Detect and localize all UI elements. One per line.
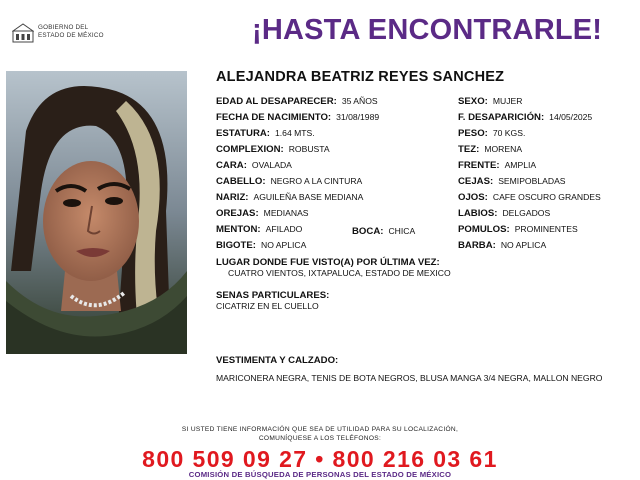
portrait-photo-icon — [6, 71, 187, 354]
gov-logo — [12, 22, 112, 44]
field-value: CAFE OSCURO GRANDES — [492, 192, 601, 202]
field-value: AMPLIA — [504, 160, 537, 170]
field-value: AFILADO — [265, 224, 303, 234]
field-value: OVALADA — [251, 160, 292, 170]
field-label: ESTATURA: — [216, 128, 271, 139]
field-label: BIGOTE: — [216, 240, 256, 251]
field-label: PESO: — [458, 128, 488, 139]
phone-separator: • — [315, 446, 325, 472]
phone-number-2[interactable]: 800 216 03 61 — [332, 446, 498, 472]
person-photo — [6, 71, 187, 354]
field-label: POMULOS: — [458, 224, 510, 235]
field-value: NO APLICA — [260, 240, 307, 250]
last-seen-value: CUATRO VIENTOS, IXTAPALUCA, ESTADO DE MEXICO — [228, 268, 451, 278]
field-menton — [216, 224, 302, 235]
field-label: LABIOS: — [458, 208, 498, 219]
field-value: MORENA — [484, 144, 523, 154]
field-value: PROMINENTES — [514, 224, 578, 234]
field-labios — [458, 208, 550, 219]
marks-value: CICATRIZ EN EL CUELLO — [216, 301, 319, 311]
gov-logo-line-1: GOBIERNO DEL — [38, 24, 89, 31]
field-label: MENTON: — [216, 224, 261, 235]
footer-commission: COMISIÓN DE BÚSQUEDA DE PERSONAS DEL ESTADO DE MÉXICO — [188, 470, 452, 479]
field-label: BOCA: — [352, 226, 384, 237]
field-nariz — [216, 192, 363, 203]
field-label: CABELLO: — [216, 176, 266, 187]
field-label: F. DESAPARICIÓN: — [458, 112, 545, 123]
field-label: NARIZ: — [216, 192, 249, 203]
field-pomulos — [458, 224, 578, 235]
field-boca — [352, 226, 415, 237]
field-label: COMPLEXION: — [216, 144, 284, 155]
field-label: OREJAS: — [216, 208, 259, 219]
gov-logo-line-2: ESTADO DE MÉXICO — [38, 31, 104, 39]
field-cara — [216, 160, 292, 171]
field-desaparicion — [458, 112, 592, 123]
field-label: TEZ: — [458, 144, 480, 155]
clothing-value: MARICONERA NEGRA, TENIS DE BOTA NEGROS, BLUSA MANGA 3/4 NEGRA, MALLON NEGRO — [216, 373, 603, 383]
field-value: NEGRO A LA CINTURA — [270, 176, 363, 186]
contact-info-line-2: COMUNÍQUESE A LOS TELÉFONOS: — [258, 435, 382, 442]
field-ojos — [458, 192, 601, 203]
field-barba — [458, 240, 546, 251]
field-value: AGUILEÑA BASE MEDIANA — [253, 192, 364, 202]
field-label: OJOS: — [458, 192, 488, 203]
field-bigote — [216, 240, 306, 251]
field-value: 35 AÑOS — [341, 96, 378, 106]
field-value: SEMIPOBLADAS — [498, 176, 566, 186]
field-complexion — [216, 144, 330, 155]
field-frente — [458, 160, 536, 171]
field-label: EDAD AL DESAPARECER: — [216, 96, 337, 107]
field-value: 70 KGS. — [492, 128, 526, 138]
person-name: ALEJANDRA BEATRIZ REYES SANCHEZ — [216, 69, 505, 85]
phone-numbers — [0, 446, 640, 473]
headline: ¡HASTA ENCONTRARLE! — [252, 14, 603, 46]
field-label: BARBA: — [458, 240, 496, 251]
field-edad — [216, 96, 378, 107]
field-label: SEXO: — [458, 96, 488, 107]
gov-emblem-icon — [12, 23, 34, 43]
field-estatura — [216, 128, 315, 139]
field-nacimiento — [216, 112, 379, 123]
field-value: DELGADOS — [502, 208, 551, 218]
gov-logo-text — [38, 24, 104, 39]
field-value: NO APLICA — [500, 240, 547, 250]
last-seen-label: LUGAR DONDE FUE VISTO(A) POR ÚLTIMA VEZ: — [216, 257, 440, 268]
field-value: MUJER — [492, 96, 523, 106]
field-value: 31/08/1989 — [336, 112, 380, 122]
field-label: CARA: — [216, 160, 247, 171]
field-value: 14/05/2025 — [549, 112, 593, 122]
phone-number-1[interactable]: 800 509 09 27 — [142, 446, 308, 472]
field-orejas — [216, 208, 309, 219]
field-label: FRENTE: — [458, 160, 500, 171]
field-label: FECHA DE NACIMIENTO: — [216, 112, 332, 123]
field-value: 1.64 MTS. — [275, 128, 315, 138]
field-cabello — [216, 176, 362, 187]
field-label: CEJAS: — [458, 176, 494, 187]
field-value: ROBUSTA — [288, 144, 330, 154]
field-tez — [458, 144, 522, 155]
field-value: CHICA — [388, 226, 416, 236]
field-value: MEDIANAS — [263, 208, 309, 218]
field-peso — [458, 128, 525, 139]
contact-info-line-1: SI USTED TIENE INFORMACIÓN QUE SEA DE UTILIDAD PARA SU LOCALIZACIÓN, — [181, 426, 459, 433]
clothing-label: VESTIMENTA Y CALZADO: — [216, 355, 339, 366]
field-cejas — [458, 176, 566, 187]
marks-label: SENAS PARTICULARES: — [216, 290, 330, 301]
field-sexo — [458, 96, 522, 107]
